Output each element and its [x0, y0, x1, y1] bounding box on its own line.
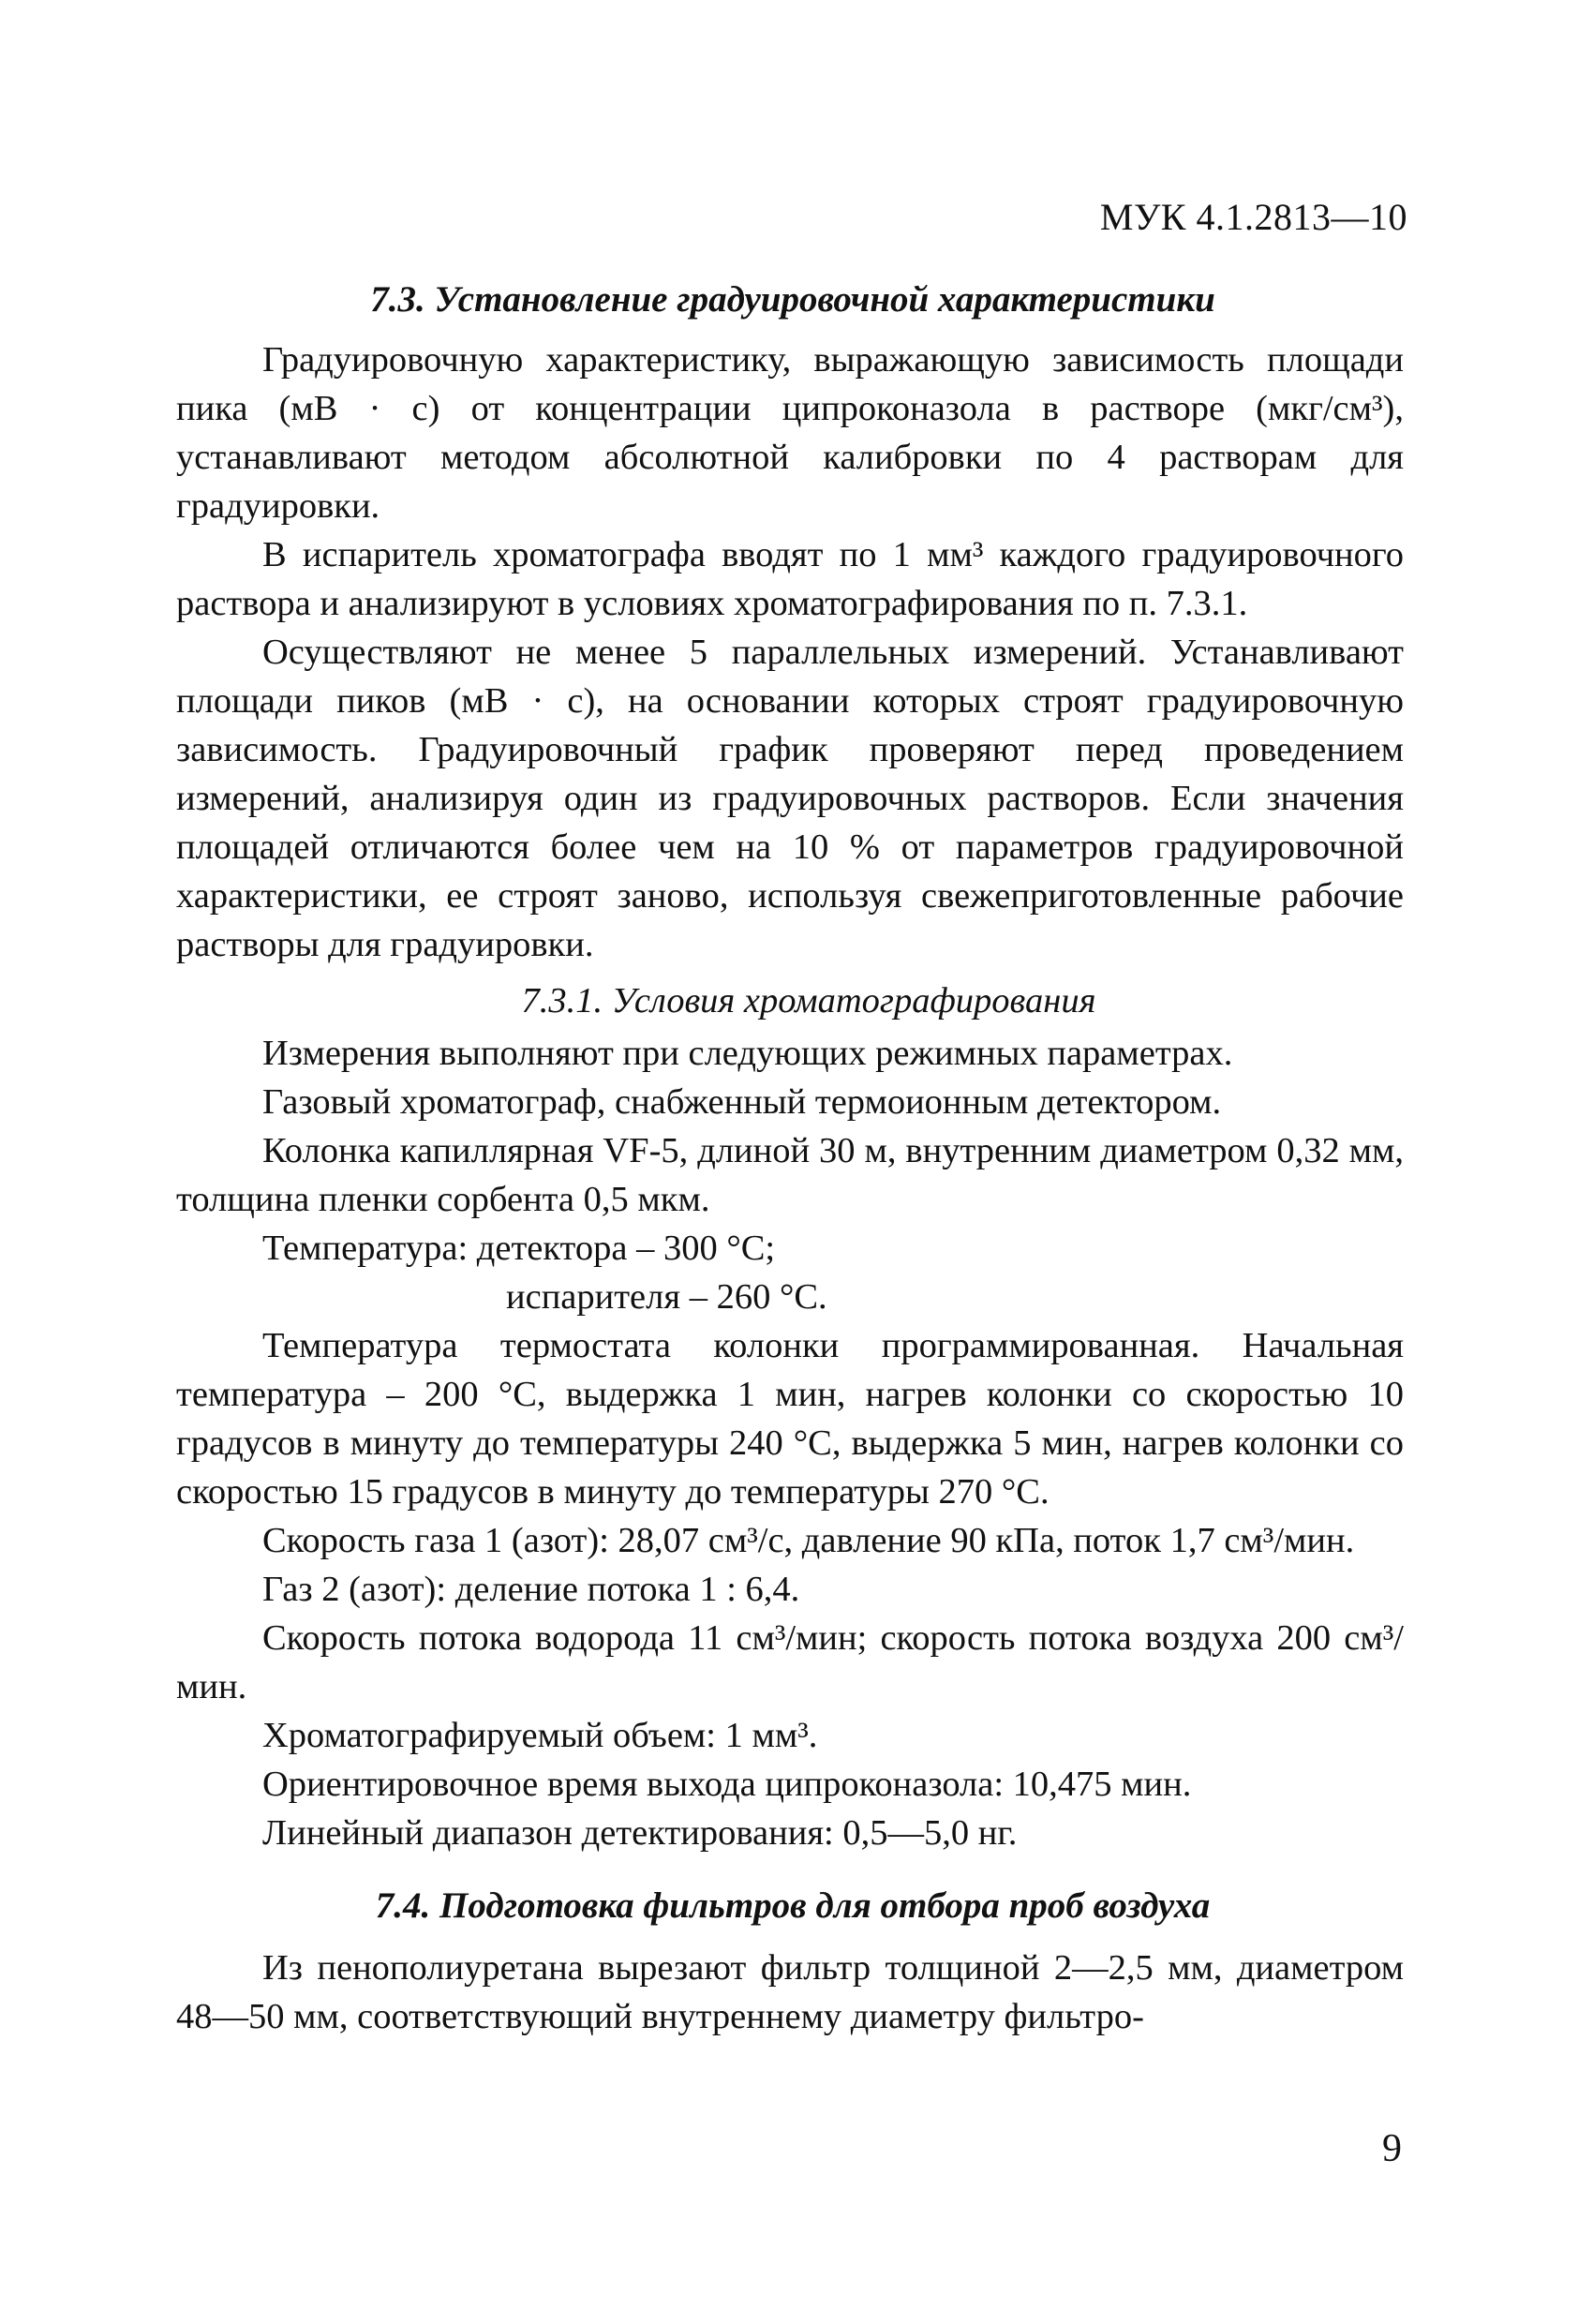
paragraph: Линейный диапазон детектирования: 0,5—5,0 нг. — [262, 1813, 1018, 1853]
subsection-heading-7-3-1: 7.3.1. Условия хроматографирования — [521, 981, 1096, 1020]
paragraph: испарителя – 260 °С. — [506, 1277, 827, 1317]
paragraph: Газовый хроматограф, снабженный термоионным детектором. — [262, 1082, 1222, 1122]
paragraph: Температура: детектора – 300 °С; — [262, 1229, 776, 1268]
paragraph: Скорость потока водорода 11 см³/мин; скорость потока воздуха 200 см³/мин. — [176, 1618, 1404, 1706]
page-content — [176, 276, 1404, 2041]
page-number: 9 — [1382, 2127, 1402, 2170]
paragraph: Хроматографируемый объем: 1 мм³. — [262, 1716, 818, 1755]
section-heading-7-3: 7.3. Установление градуировочной характеристики — [370, 279, 1215, 320]
paragraph: Осуществляют не менее 5 параллельных измерений. Устанавливают площади пиков (мВ · с), на основании которых строят градуировочную зависимость. Градуировочный график проверяют перед проведением измерений, анализируя один из градуировочных растворов. Если значения площадей отличаются более чем на 10 % от параметров градуировочной характеристики, ее строят заново, используя свежеприготовленные рабочие растворы для градуировки. — [176, 633, 1404, 964]
paragraph: Из пенополиуретана вырезают фильтр толщиной 2—2,5 мм, диаметром 48—50 мм, соответствующий внутреннему диаметру фильтро- — [176, 1948, 1404, 2036]
section-heading-7-4: 7.4. Подготовка фильтров для отбора проб воздуха — [375, 1885, 1211, 1926]
paragraph: Колонка капиллярная VF-5, длиной 30 м, внутренним диаметром 0,32 мм, толщина пленки сорбента 0,5 мкм. — [176, 1131, 1404, 1219]
document-code: МУК 4.1.2813—10 — [1099, 196, 1407, 238]
paragraph: Измерения выполняют при следующих режимных параметрах. — [262, 1034, 1233, 1073]
paragraph: Градуировочную характеристику, выражающую зависимость площади пика (мВ · с) от концентрации ципроконазола в растворе (мкг/см³), устанавливают методом абсолютной калибровки по 4 растворам для градуировки. — [176, 340, 1404, 526]
paragraph: Температура термостата колонки программированная. Начальная температура – 200 °С, выдержка 1 мин, нагрев колонки со скоростью 10 градусов в минуту до температуры 240 °С, выдержка 5 мин, нагрев колонки со скоростью 15 градусов в минуту до температуры 270 °С. — [176, 1326, 1404, 1512]
paragraph: Скорость газа 1 (азот): 28,07 см³/с, давление 90 кПа, поток 1,7 см³/мин. — [262, 1521, 1355, 1560]
paragraph: Ориентировочное время выхода ципроконазола: 10,475 мин. — [262, 1765, 1192, 1804]
paragraph: Газ 2 (азот): деление потока 1 : 6,4. — [262, 1570, 800, 1609]
paragraph: В испаритель хроматографа вводят по 1 мм³ каждого градуировочного раствора и анализируют в условиях хроматографирования по п. 7.3.1. — [176, 535, 1404, 623]
